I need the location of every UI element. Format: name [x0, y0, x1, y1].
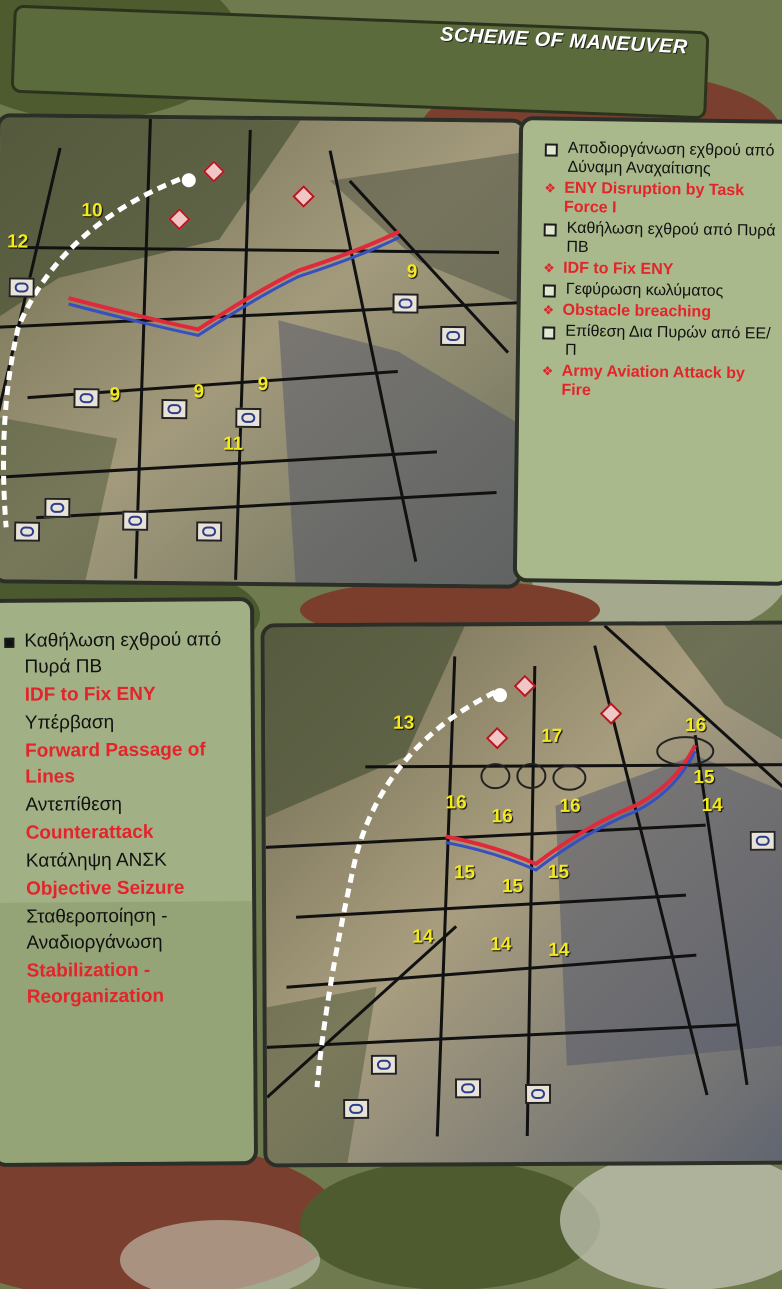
- checkbox-bullet-icon: [542, 326, 555, 339]
- phase-label: 14: [490, 934, 512, 956]
- legend-item: [5, 791, 241, 819]
- bottom-map-terrain: [265, 625, 782, 1164]
- phase-label: 17: [541, 725, 563, 747]
- phase-label: 14: [701, 794, 723, 817]
- phase-label: 16: [559, 795, 581, 817]
- legend-text-greek: Επίθεση Δια Πυρών από ΕΕ/Π: [564, 322, 771, 359]
- friendly-unit-symbol: [440, 326, 466, 346]
- legend-text-greek: Καθήλωση εχθρού από Πυρά ΠΒ: [566, 219, 776, 257]
- legend-item: [544, 138, 781, 179]
- phase-label: 16: [491, 806, 513, 828]
- legend-item: [543, 258, 779, 280]
- phase-label: 14: [548, 939, 570, 961]
- phase-label: 15: [693, 767, 715, 789]
- phase-label: 16: [445, 792, 467, 814]
- friendly-unit-symbol: [44, 498, 70, 518]
- phase-label: 14: [412, 926, 434, 948]
- legend-text-english: ENY Disruption by Task Force I: [563, 179, 745, 217]
- friendly-unit-symbol: [9, 277, 35, 297]
- legend-text-greek: Αποδιοργάνωση εχθρού από Δύναμη Αναχαίτισης: [567, 139, 775, 178]
- legend-text-english: Obstacle breaching: [562, 301, 712, 321]
- friendly-unit-symbol: [343, 1099, 369, 1119]
- legend-text-english: Army Aviation Attack by Fire: [561, 362, 745, 400]
- objective-marker: [182, 173, 196, 187]
- phase-label: 11: [222, 433, 244, 455]
- legend-text-english: Counterattack: [25, 821, 154, 844]
- legend-text-greek: Υπέρβαση: [24, 712, 115, 734]
- legend-text-english: Forward Passage of Lines: [25, 739, 206, 788]
- phase-label: 9: [109, 384, 121, 406]
- friendly-unit-symbol: [371, 1055, 397, 1075]
- checkbox-bullet-icon: [545, 143, 558, 156]
- friendly-unit-symbol: [161, 399, 187, 419]
- bottom-legend-panel: [0, 597, 258, 1167]
- legend-item: [6, 875, 242, 903]
- legend-item: [6, 847, 242, 875]
- friendly-unit-symbol: [750, 831, 776, 851]
- legend-item: [542, 321, 779, 362]
- phase-label: 9: [257, 373, 269, 396]
- legend-text-greek: Κατάληψη ΑΝΣΚ: [25, 849, 167, 872]
- phase-label: 15: [501, 876, 524, 898]
- friendly-unit-symbol: [235, 408, 261, 428]
- friendly-unit-symbol: [455, 1078, 481, 1098]
- phase-label: 13: [393, 712, 415, 734]
- legend-text-english: IDF to Fix ENY: [563, 259, 674, 279]
- friendly-unit-symbol: [525, 1084, 551, 1104]
- phase-label: 15: [453, 862, 476, 884]
- legend-item: [542, 300, 778, 322]
- checkbox-bullet-icon: [544, 223, 557, 236]
- legend-item: [4, 627, 240, 681]
- friendly-unit-symbol: [14, 521, 40, 541]
- legend-text-greek: Σταθεροποίηση - Αναδιοργάνωση: [26, 905, 168, 954]
- legend-text-english: Objective Seizure: [25, 877, 185, 900]
- red-bullet-icon: ❖: [543, 260, 555, 276]
- friendly-unit-symbol: [73, 388, 99, 408]
- phase-label: 10: [81, 200, 103, 222]
- phase-label: 9: [406, 261, 418, 283]
- top-map-terrain: [0, 117, 522, 584]
- legend-item: [7, 957, 243, 1011]
- legend-item: [5, 681, 241, 709]
- red-bullet-icon: ❖: [541, 363, 554, 379]
- top-map-panel: [0, 113, 526, 589]
- legend-item: [5, 709, 241, 737]
- checkbox-bullet-icon: [543, 284, 556, 297]
- top-legend-panel: [513, 116, 782, 586]
- objective-marker: [493, 688, 507, 702]
- legend-text-greek: Αντεπίθεση: [25, 794, 123, 816]
- red-bullet-icon: ❖: [542, 302, 555, 318]
- phase-label: 9: [193, 381, 205, 403]
- legend-item: [541, 361, 778, 402]
- red-bullet-icon: ❖: [544, 180, 557, 196]
- legend-item: [6, 903, 242, 957]
- friendly-unit-symbol: [392, 293, 418, 313]
- legend-text-english: IDF to Fix ENY: [24, 683, 156, 706]
- phase-label: 16: [685, 715, 707, 737]
- legend-text-greek: Καθήλωση εχθρού από Πυρά ΠΒ: [24, 629, 222, 678]
- page-title: SCHEME OF MANEUVER: [439, 23, 689, 59]
- legend-text-greek: Γεφύρωση κωλύματος: [565, 280, 724, 300]
- phase-label: 15: [547, 861, 570, 883]
- checkbox-bullet-icon: [4, 638, 14, 648]
- friendly-unit-symbol: [196, 521, 222, 541]
- friendly-unit-symbol: [122, 511, 148, 531]
- phase-label: 12: [7, 231, 29, 253]
- legend-item: [543, 218, 780, 259]
- legend-text-english: Stabilization - Reorganization: [26, 959, 165, 1008]
- legend-item: [6, 819, 242, 847]
- legend-item: [543, 279, 779, 301]
- bottom-map-panel: [261, 621, 782, 1168]
- legend-item: [5, 737, 241, 791]
- legend-item: [544, 178, 781, 219]
